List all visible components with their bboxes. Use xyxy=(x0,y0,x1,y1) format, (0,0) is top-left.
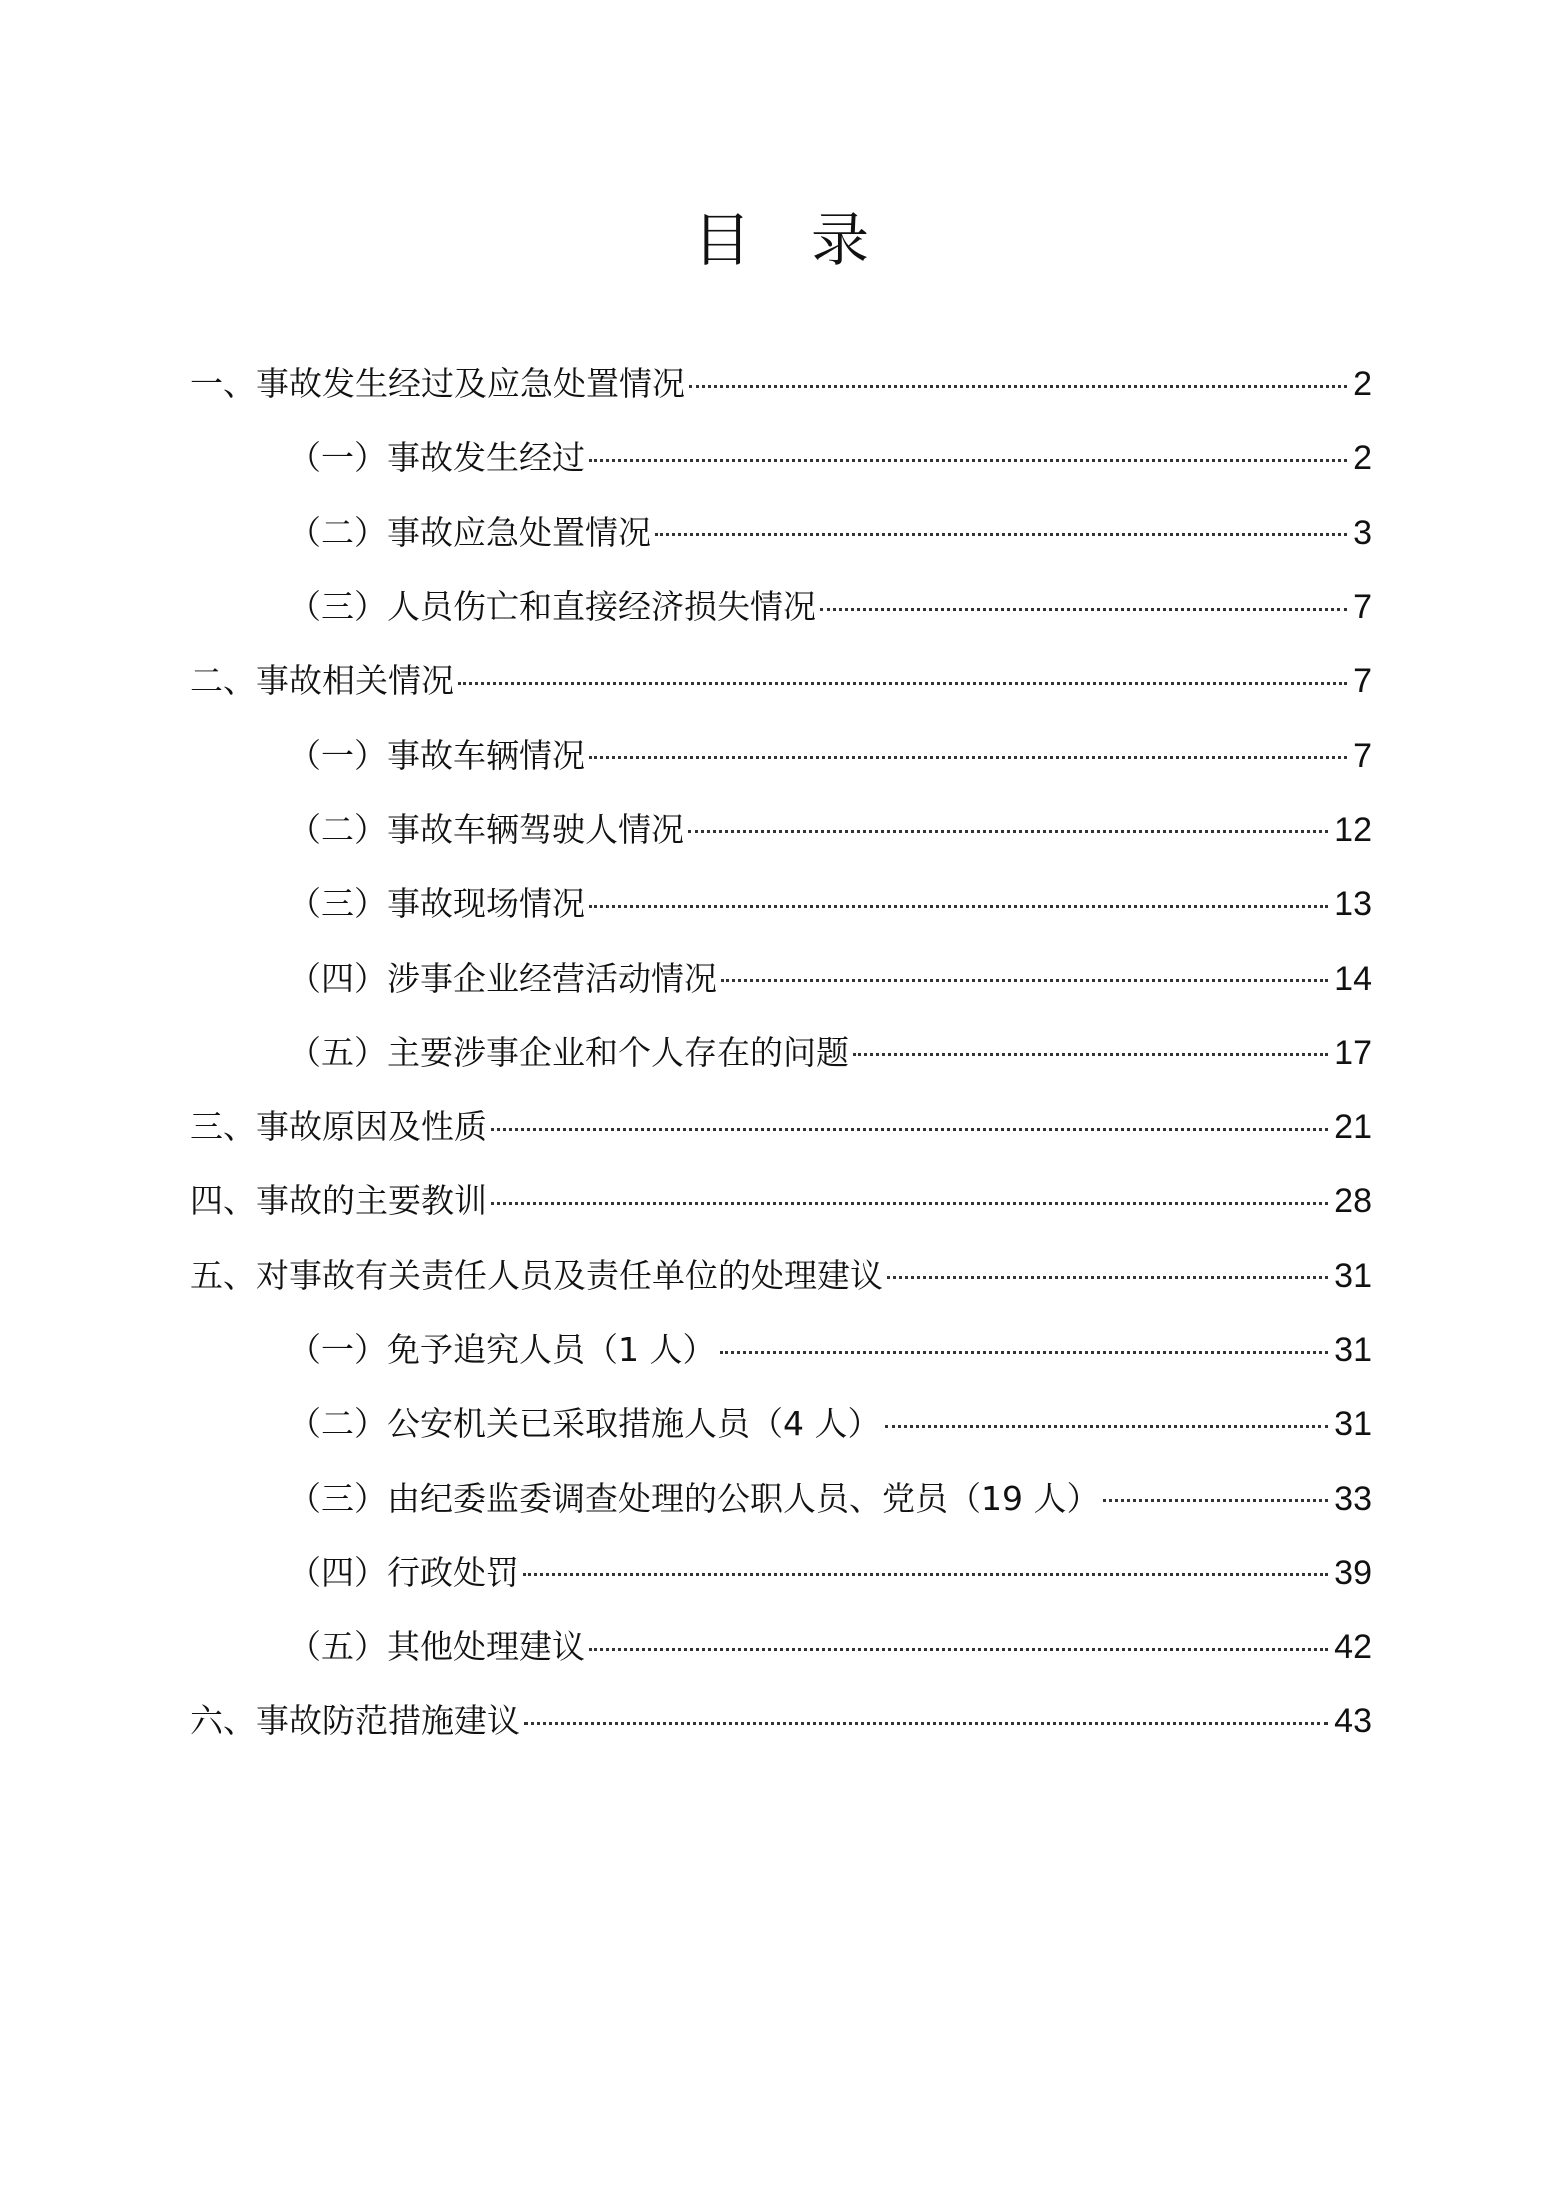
toc-entry-label: （四）涉事企业经营活动情况 xyxy=(288,958,717,998)
dot-leader xyxy=(523,1573,1328,1576)
toc-entry-page: 7 xyxy=(1353,588,1372,627)
dot-leader xyxy=(688,830,1328,833)
dot-leader xyxy=(524,1722,1328,1725)
dot-leader xyxy=(458,682,1347,685)
toc-entry-label: 二、事故相关情况 xyxy=(190,661,454,701)
dot-leader xyxy=(721,979,1328,982)
toc-entry[interactable] xyxy=(0,867,1562,941)
toc-entry[interactable] xyxy=(0,718,1562,792)
dot-leader xyxy=(491,1128,1328,1131)
toc-entry-page: 7 xyxy=(1353,736,1372,775)
toc-entry-page: 31 xyxy=(1334,1331,1372,1369)
toc-entry-page: 13 xyxy=(1334,885,1372,924)
toc-entry[interactable] xyxy=(0,644,1562,718)
toc-entry[interactable] xyxy=(0,1090,1562,1164)
toc-entry-page: 3 xyxy=(1353,513,1372,552)
toc-entry-label: （三）事故现场情况 xyxy=(288,884,585,924)
dot-leader xyxy=(589,905,1328,908)
toc-entry-page: 7 xyxy=(1353,662,1372,701)
dot-leader xyxy=(820,608,1347,611)
toc-entry[interactable] xyxy=(0,1536,1562,1610)
toc-entry[interactable] xyxy=(0,496,1562,570)
toc-entry[interactable] xyxy=(0,1313,1562,1387)
toc-entry-label: （三）由纪委监委调查处理的公职人员、党员（19 人） xyxy=(288,1478,1100,1518)
toc-entry-page: 33 xyxy=(1334,1479,1372,1518)
toc-entry[interactable] xyxy=(0,1016,1562,1090)
dot-leader xyxy=(589,756,1347,759)
toc-entry-page: 42 xyxy=(1334,1628,1372,1667)
dot-leader xyxy=(589,459,1347,462)
toc-entry-page: 31 xyxy=(1334,1256,1372,1295)
toc-entry[interactable] xyxy=(0,1610,1562,1684)
toc-entry[interactable] xyxy=(0,1164,1562,1238)
toc-entry[interactable] xyxy=(0,570,1562,644)
dot-leader xyxy=(720,1351,1329,1354)
toc-entry-label: （二）事故车辆驾驶人情况 xyxy=(288,809,684,849)
toc-entry[interactable] xyxy=(0,793,1562,867)
toc-entry-page: 17 xyxy=(1334,1033,1372,1072)
dot-leader xyxy=(853,1053,1328,1056)
dot-leader xyxy=(689,385,1347,388)
toc-entry-page: 43 xyxy=(1334,1702,1372,1741)
toc-entry-label: （五）其他处理建议 xyxy=(288,1627,585,1667)
dot-leader xyxy=(589,1648,1328,1651)
toc-entry[interactable] xyxy=(0,347,1562,421)
toc-entry-page: 21 xyxy=(1334,1108,1372,1147)
dot-leader xyxy=(887,1276,1328,1279)
toc-entry-page: 39 xyxy=(1334,1553,1372,1592)
toc-entry-label: 六、事故防范措施建议 xyxy=(190,1701,520,1741)
toc-entry-label: （一）免予追究人员（1 人） xyxy=(288,1330,716,1369)
table-of-contents xyxy=(0,347,1562,1759)
toc-entry-label: （三）人员伤亡和直接经济损失情况 xyxy=(288,587,816,627)
toc-entry-label: （五）主要涉事企业和个人存在的问题 xyxy=(288,1032,849,1072)
dot-leader xyxy=(885,1425,1329,1428)
toc-entry[interactable] xyxy=(0,941,1562,1015)
toc-entry-page: 14 xyxy=(1334,959,1372,998)
dot-leader xyxy=(1103,1499,1328,1502)
dot-leader xyxy=(655,533,1347,536)
toc-entry[interactable] xyxy=(0,1684,1562,1758)
toc-entry-label: （四）行政处罚 xyxy=(288,1552,519,1592)
toc-entry-page: 2 xyxy=(1353,365,1372,404)
page-title: 目录 xyxy=(692,206,929,274)
toc-entry-page: 2 xyxy=(1353,439,1372,478)
toc-entry-label: （二）公安机关已采取措施人员（4 人） xyxy=(288,1404,881,1444)
toc-entry-label: 四、事故的主要教训 xyxy=(190,1181,487,1221)
dot-leader xyxy=(491,1202,1328,1205)
toc-entry-label: 一、事故发生经过及应急处置情况 xyxy=(190,364,685,404)
toc-entry[interactable] xyxy=(0,421,1562,495)
toc-entry-page: 12 xyxy=(1334,810,1372,849)
toc-entry-label: （一）事故发生经过 xyxy=(288,438,585,478)
toc-entry-label: （一）事故车辆情况 xyxy=(288,735,585,775)
toc-entry[interactable] xyxy=(0,1239,1562,1313)
toc-entry-label: 五、对事故有关责任人员及责任单位的处理建议 xyxy=(190,1255,883,1295)
toc-entry-label: （二）事故应急处置情况 xyxy=(288,512,651,552)
toc-entry-page: 28 xyxy=(1334,1182,1372,1221)
toc-entry-label: 三、事故原因及性质 xyxy=(190,1107,487,1147)
toc-entry-page: 31 xyxy=(1334,1405,1372,1444)
toc-entry[interactable] xyxy=(0,1387,1562,1461)
toc-entry[interactable] xyxy=(0,1461,1562,1535)
